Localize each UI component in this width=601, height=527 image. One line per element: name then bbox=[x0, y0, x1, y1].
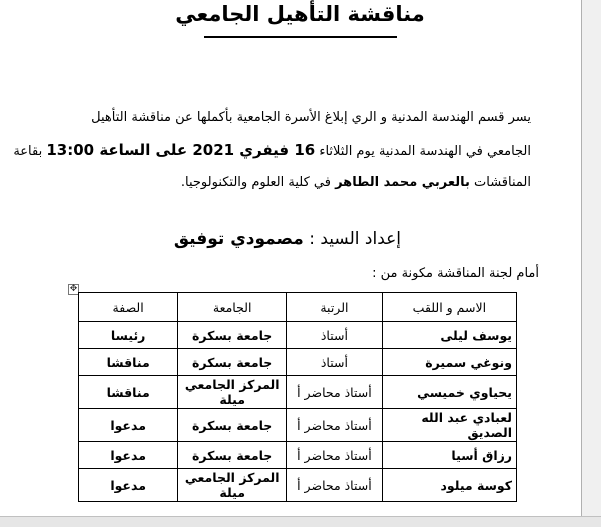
table-row bbox=[79, 442, 517, 469]
prepared-by-label: إعداد السيد : bbox=[309, 229, 401, 249]
announcement-text-2b: بقاعة bbox=[13, 144, 43, 159]
member-rank: أستاذ bbox=[287, 322, 383, 349]
member-name: يحياوي خميسي bbox=[382, 376, 516, 409]
member-role: رئيسا bbox=[79, 322, 178, 349]
member-name: ونوغي سميرة bbox=[382, 349, 516, 376]
member-role: مدعوا bbox=[79, 442, 178, 469]
member-university: جامعة بسكرة bbox=[178, 349, 287, 376]
defense-date: 16 فيفري 2021 على الساعة 13:00 bbox=[46, 141, 316, 159]
candidate-name: مصمودي توفيق bbox=[173, 229, 304, 249]
member-name: كوسة ميلود bbox=[382, 469, 516, 502]
title-underline bbox=[204, 36, 397, 38]
page-margin-bottom bbox=[0, 516, 601, 527]
member-name: يوسف ليلى bbox=[382, 322, 516, 349]
member-university: جامعة بسكرة bbox=[178, 322, 287, 349]
committee-table bbox=[78, 292, 517, 502]
announcement-line-1 bbox=[91, 110, 531, 125]
member-university: المركز الجامعي ميلة bbox=[178, 376, 287, 409]
announcement-line-2 bbox=[13, 141, 531, 159]
page-margin-right bbox=[581, 0, 601, 526]
table-row bbox=[79, 469, 517, 502]
member-role: مناقشا bbox=[79, 349, 178, 376]
header-university: الجامعة bbox=[178, 293, 287, 322]
member-role: مدعوا bbox=[79, 409, 178, 442]
header-role: الصفة bbox=[79, 293, 178, 322]
hall-name: بالعربي محمد الطاهر bbox=[335, 175, 470, 190]
member-university: جامعة بسكرة bbox=[178, 409, 287, 442]
member-rank: أستاذ محاضر أ bbox=[287, 442, 383, 469]
document-title: مناقشة التأهيل الجامعي bbox=[175, 2, 425, 26]
table-row bbox=[79, 322, 517, 349]
table-row bbox=[79, 409, 517, 442]
member-rank: أستاذ bbox=[287, 349, 383, 376]
table-header-row bbox=[79, 293, 517, 322]
member-university: المركز الجامعي ميلة bbox=[178, 469, 287, 502]
announcement-text-3a: المناقشات bbox=[474, 175, 531, 190]
announcement-text-1: يسر قسم الهندسة المدنية و الري إبلاغ الأسرة الجامعية بأكملها عن مناقشة التأهيل bbox=[91, 110, 531, 125]
prepared-by bbox=[174, 229, 401, 249]
header-rank: الرتبة bbox=[287, 293, 383, 322]
table-row bbox=[79, 376, 517, 409]
header-name: الاسم و اللقب bbox=[382, 293, 516, 322]
member-rank: أستاذ محاضر أ bbox=[287, 469, 383, 502]
announcement-text-2a: الجامعي في الهندسة المدنية يوم الثلاثاء bbox=[319, 144, 531, 159]
member-role: مناقشا bbox=[79, 376, 178, 409]
announcement-text-3b: في كلية العلوم والتكنولوجيا. bbox=[180, 175, 331, 190]
move-handle-icon[interactable]: ✥ bbox=[69, 284, 78, 294]
member-role: مدعوا bbox=[79, 469, 178, 502]
member-name: لعبادي عبد الله الصديق bbox=[382, 409, 516, 442]
member-rank: أستاذ محاضر أ bbox=[287, 409, 383, 442]
member-rank: أستاذ محاضر أ bbox=[287, 376, 383, 409]
table-row bbox=[79, 349, 517, 376]
announcement-line-3 bbox=[181, 175, 531, 190]
member-name: رزاق أسيا bbox=[382, 442, 516, 469]
member-university: جامعة بسكرة bbox=[178, 442, 287, 469]
committee-intro: أمام لجنة المناقشة مكونة من : bbox=[372, 266, 539, 281]
